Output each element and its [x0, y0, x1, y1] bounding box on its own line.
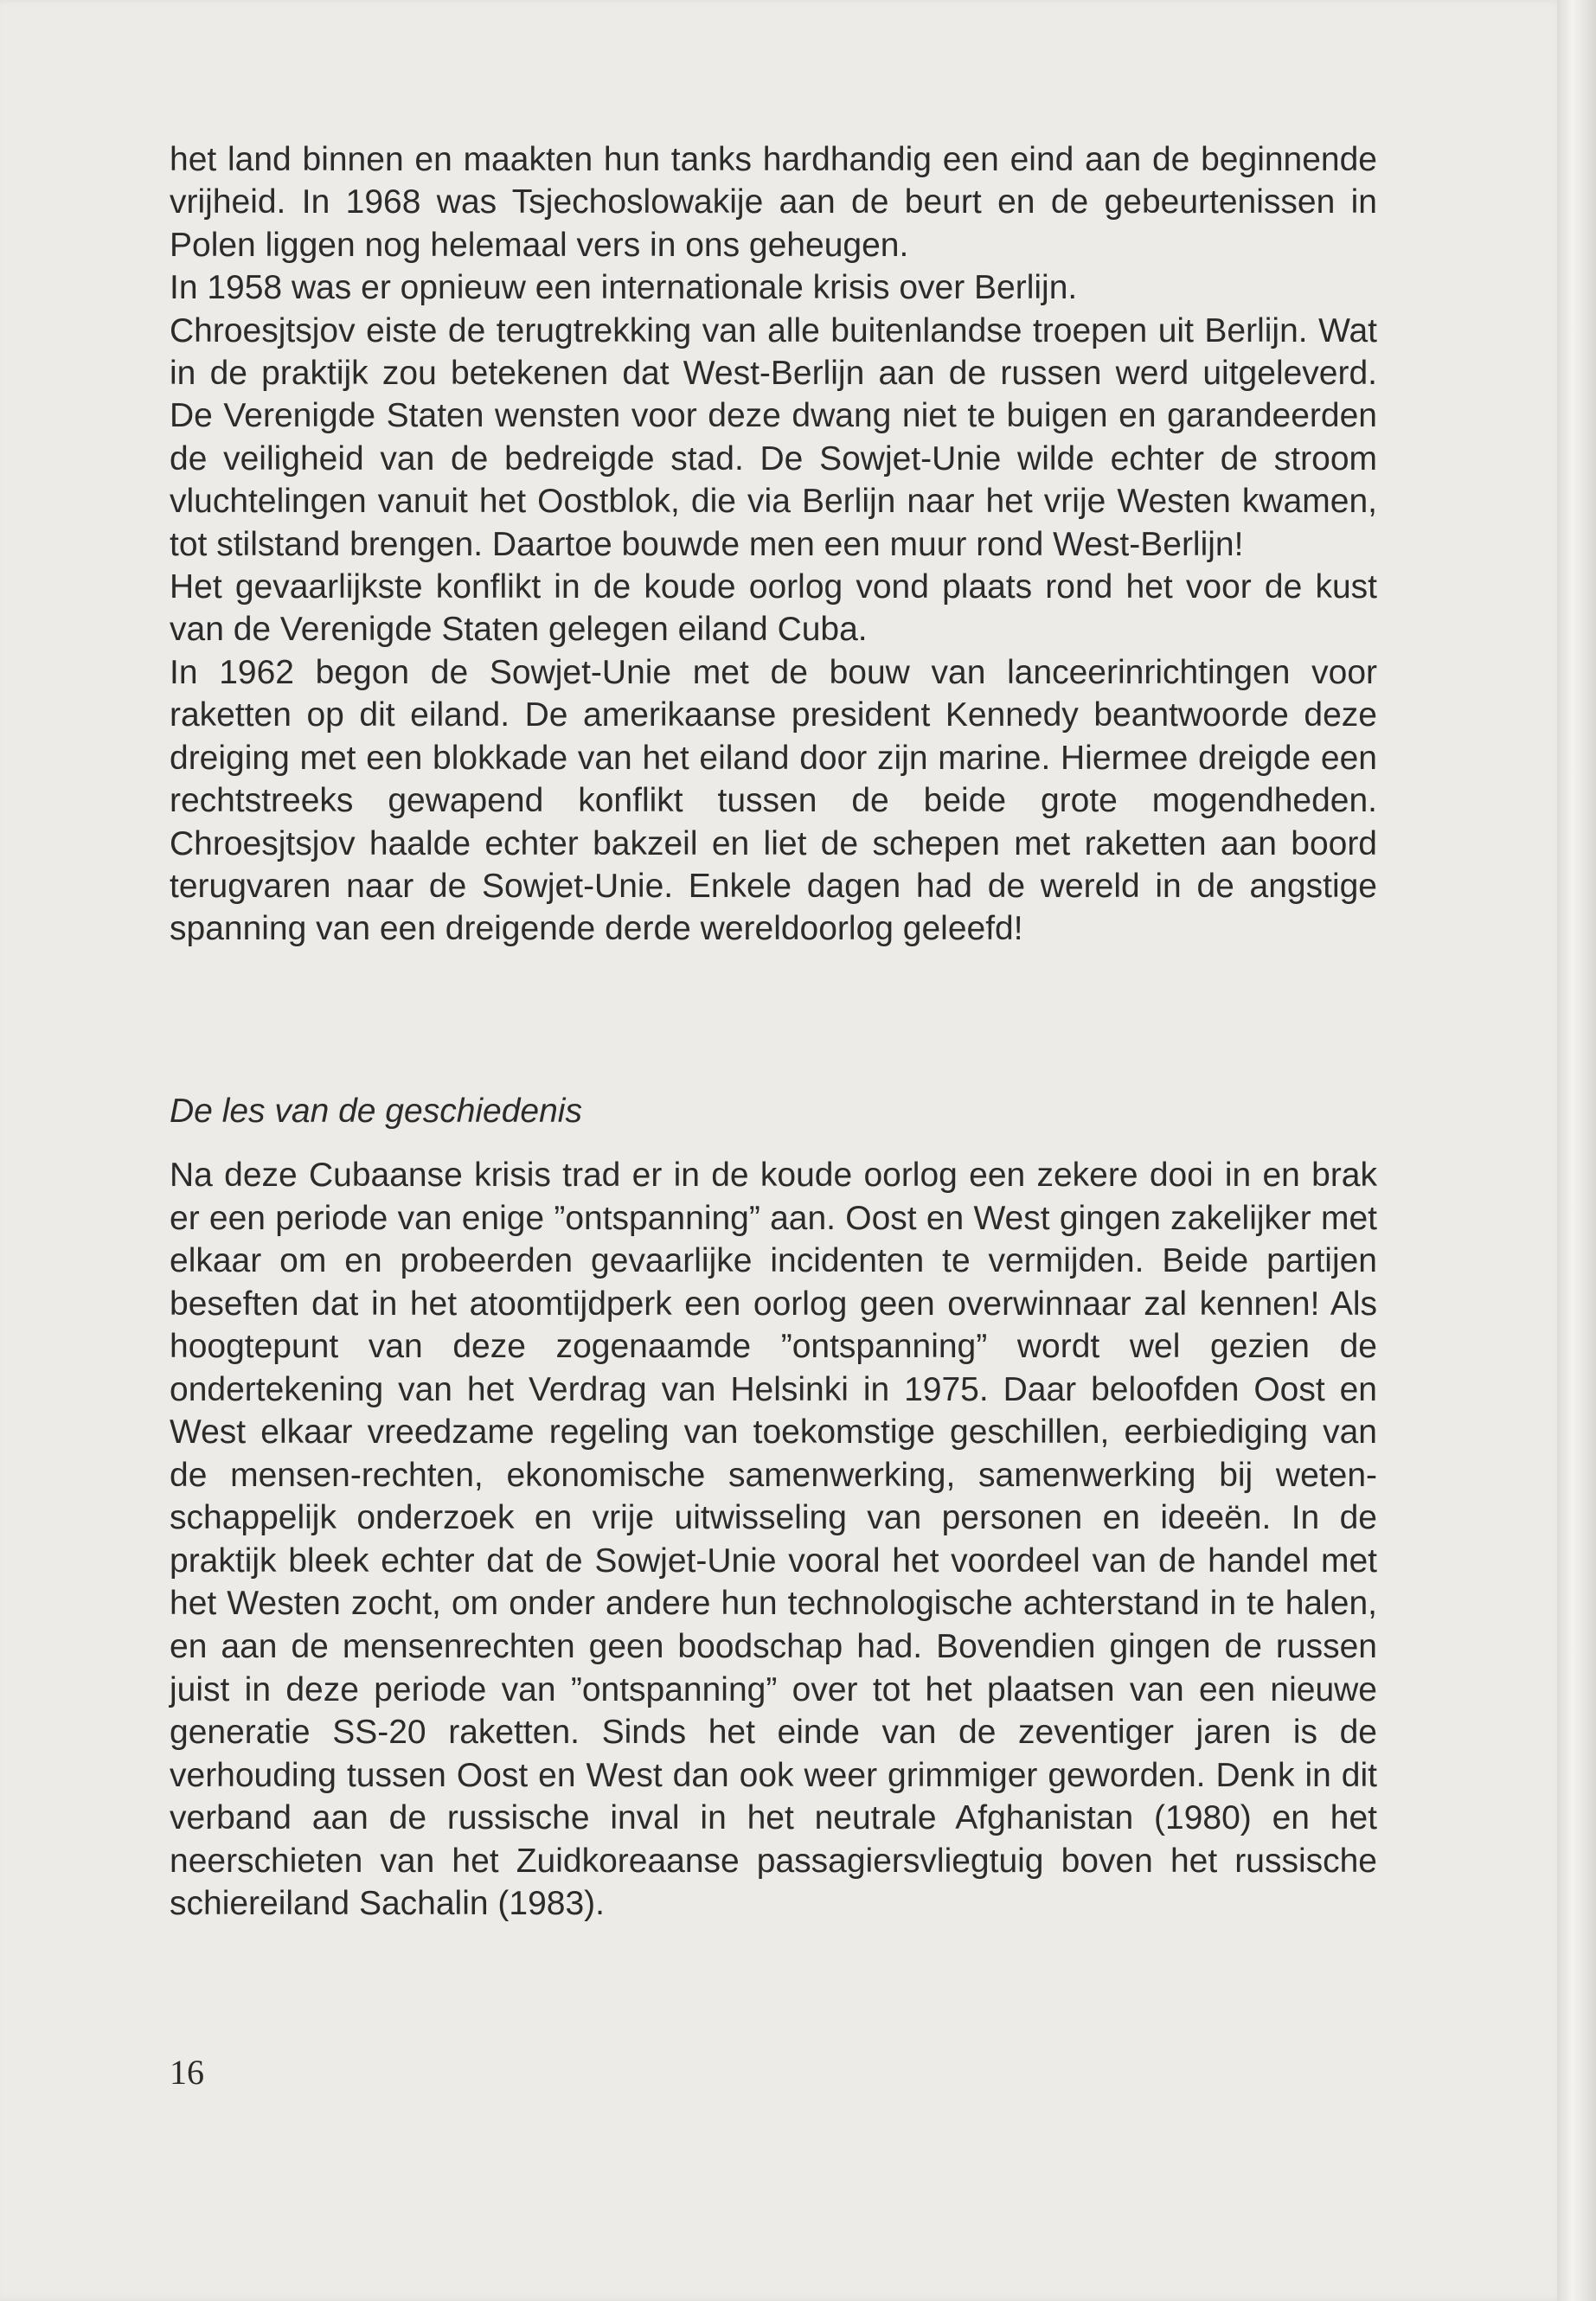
page-edge [1557, 0, 1596, 2301]
body-text-bottom [170, 1154, 1377, 1926]
paragraph: het land binnen en maakten hun tanks hardhandig een eind aan de beginnende vrijheid. In 1968 was Tsjechoslowakije aan de beurt en de gebeurtenissen in Polen liggen nog helemaal vers in ons geheugen. [170, 141, 1377, 264]
paragraph: Het gevaarlijkste konflikt in de koude oorlog vond plaats rond het voor de kust van de Verenigde Staten gelegen eiland Cuba. [170, 568, 1377, 649]
page-number: 16 [170, 2053, 204, 2092]
body-text-top [170, 138, 1377, 951]
paragraph: Chroesjtsjov eiste de terugtrekking van alle buitenlandse troepen uit Berlijn. Wat in de praktijk zou betekenen dat West-Berlijn aan de russen werd uitgeleverd. De Verenigde Staten wensten voor deze dwang niet te buigen en garandeerden de veiligheid van de bedreigde stad. De Sowjet-Unie wilde echter de stroom vluchtelingen vanuit het Oostblok, die via Berlijn naar het vrije Westen kwamen, tot stilstand brengen. Daartoe bouwde men een muur rond West-Berlijn! [170, 311, 1377, 563]
section-heading: De les van de geschiedenis [170, 1093, 582, 1130]
paragraph: In 1962 begon de Sowjet-Unie met de bouw van lanceerinrichtingen voor raketten op dit eiland. De amerikaanse president Kennedy beantwoorde deze dreiging met een blokkade van het eiland door zijn marine. Hiermee dreigde een rechtstreeks gewapend konflikt tussen de beide grote mogendheden. Chroesjtsjov haalde echter bakzeil en liet de schepen met raketten aan boord terugvaren naar de Sowjet-Unie. Enkele dagen had de wereld in de angstige spanning van een dreigende derde wereldoorlog geleefd! [170, 653, 1377, 948]
paragraph: In 1958 was er opnieuw een internationale krisis over Berlijn. [170, 269, 1078, 307]
paragraph: Na deze Cubaanse krisis trad er in de koude oorlog een zekere dooi in en brak er een periode van enige ”ontspanning” aan. Oost en West gingen zakelijker met elkaar om en probeerden gevaarlijke incidenten te vermijden. Beide partijen beseften dat in het atoomtijdperk een oorlog geen overwinnaar zal kennen! Als hoogtepunt van deze zogenaamde ”ontspanning” wordt wel gezien de ondertekening van het Verdrag van Helsinki in 1975. Daar beloofden Oost en West elkaar vreedzame regeling van toekomstige geschillen, eerbiediging van de mensen-rechten, ekonomische samenwerking, samenwerking bij weten-schappelijk onderzoek en vrije uitwisseling van personen en ideeën. In de praktijk bleek echter dat de Sowjet-Unie vooral het voordeel van de handel met het Westen zocht, om onder andere hun technologische achterstand in te halen, en aan de mensenrechten geen boodschap had. Bovendien gingen de russen juist in deze periode van ”ontspanning” over tot het plaatsen van een nieuwe generatie SS-20 raketten. Sinds het einde van de zeventiger jaren is de verhouding tussen Oost en West dan ook weer grimmiger geworden. Denk in dit verband aan de russische inval in het neutrale Afghanistan (1980) en het neerschieten van het Zuidkoreaanse passagiersvliegtuig boven het russische schiereiland Sachalin (1983). [170, 1157, 1377, 1923]
